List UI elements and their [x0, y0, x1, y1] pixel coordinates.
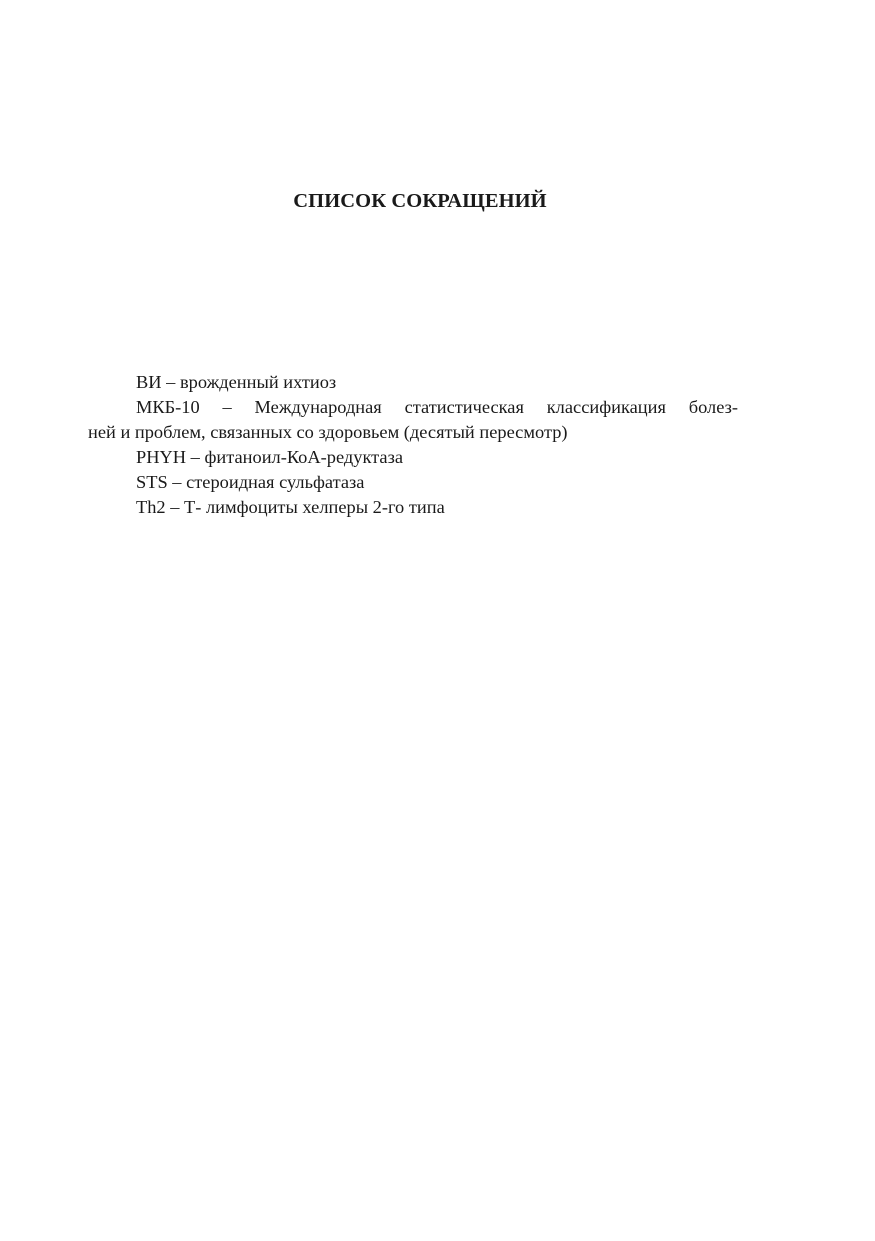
abbreviation-meaning-part-2: ней и проблем, связанных со здоровьем (десятый пересмотр): [88, 422, 568, 442]
abbreviation-separator: –: [186, 447, 205, 467]
abbreviation-meaning: врожденный ихтиоз: [179, 372, 337, 392]
page-title: СПИСОК СОКРАЩЕНИЙ: [293, 190, 547, 212]
abbreviation-entry-phyh: [88, 445, 738, 470]
abbreviation-line-1: [88, 395, 738, 420]
abbreviation-term: PHYH: [136, 447, 187, 467]
abbreviation-entry-vi: [88, 370, 738, 395]
abbreviation-term: STS: [136, 472, 168, 492]
abbreviation-term: ВИ: [136, 372, 162, 392]
abbreviation-meaning-part-1: Международная статистическая классификация болез-: [254, 397, 738, 417]
abbreviation-meaning: стероидная сульфатаза: [186, 472, 365, 492]
abbreviation-meaning: Т- лимфоциты хелперы 2-го типа: [184, 497, 445, 517]
abbreviation-separator: –: [165, 497, 185, 517]
abbreviation-entry-sts: [88, 470, 738, 495]
abbreviation-entry-mkb10: [88, 395, 738, 445]
abbreviation-separator: –: [199, 397, 255, 417]
abbreviation-list: [88, 370, 738, 520]
abbreviation-meaning: фитаноил-КоА-редуктаза: [204, 447, 403, 467]
abbreviation-separator: –: [161, 372, 180, 392]
abbreviation-entry-th2: [88, 495, 738, 520]
abbreviation-separator: –: [167, 472, 187, 492]
abbreviation-term: Th2: [136, 497, 166, 517]
abbreviation-term: МКБ-10: [136, 397, 200, 417]
